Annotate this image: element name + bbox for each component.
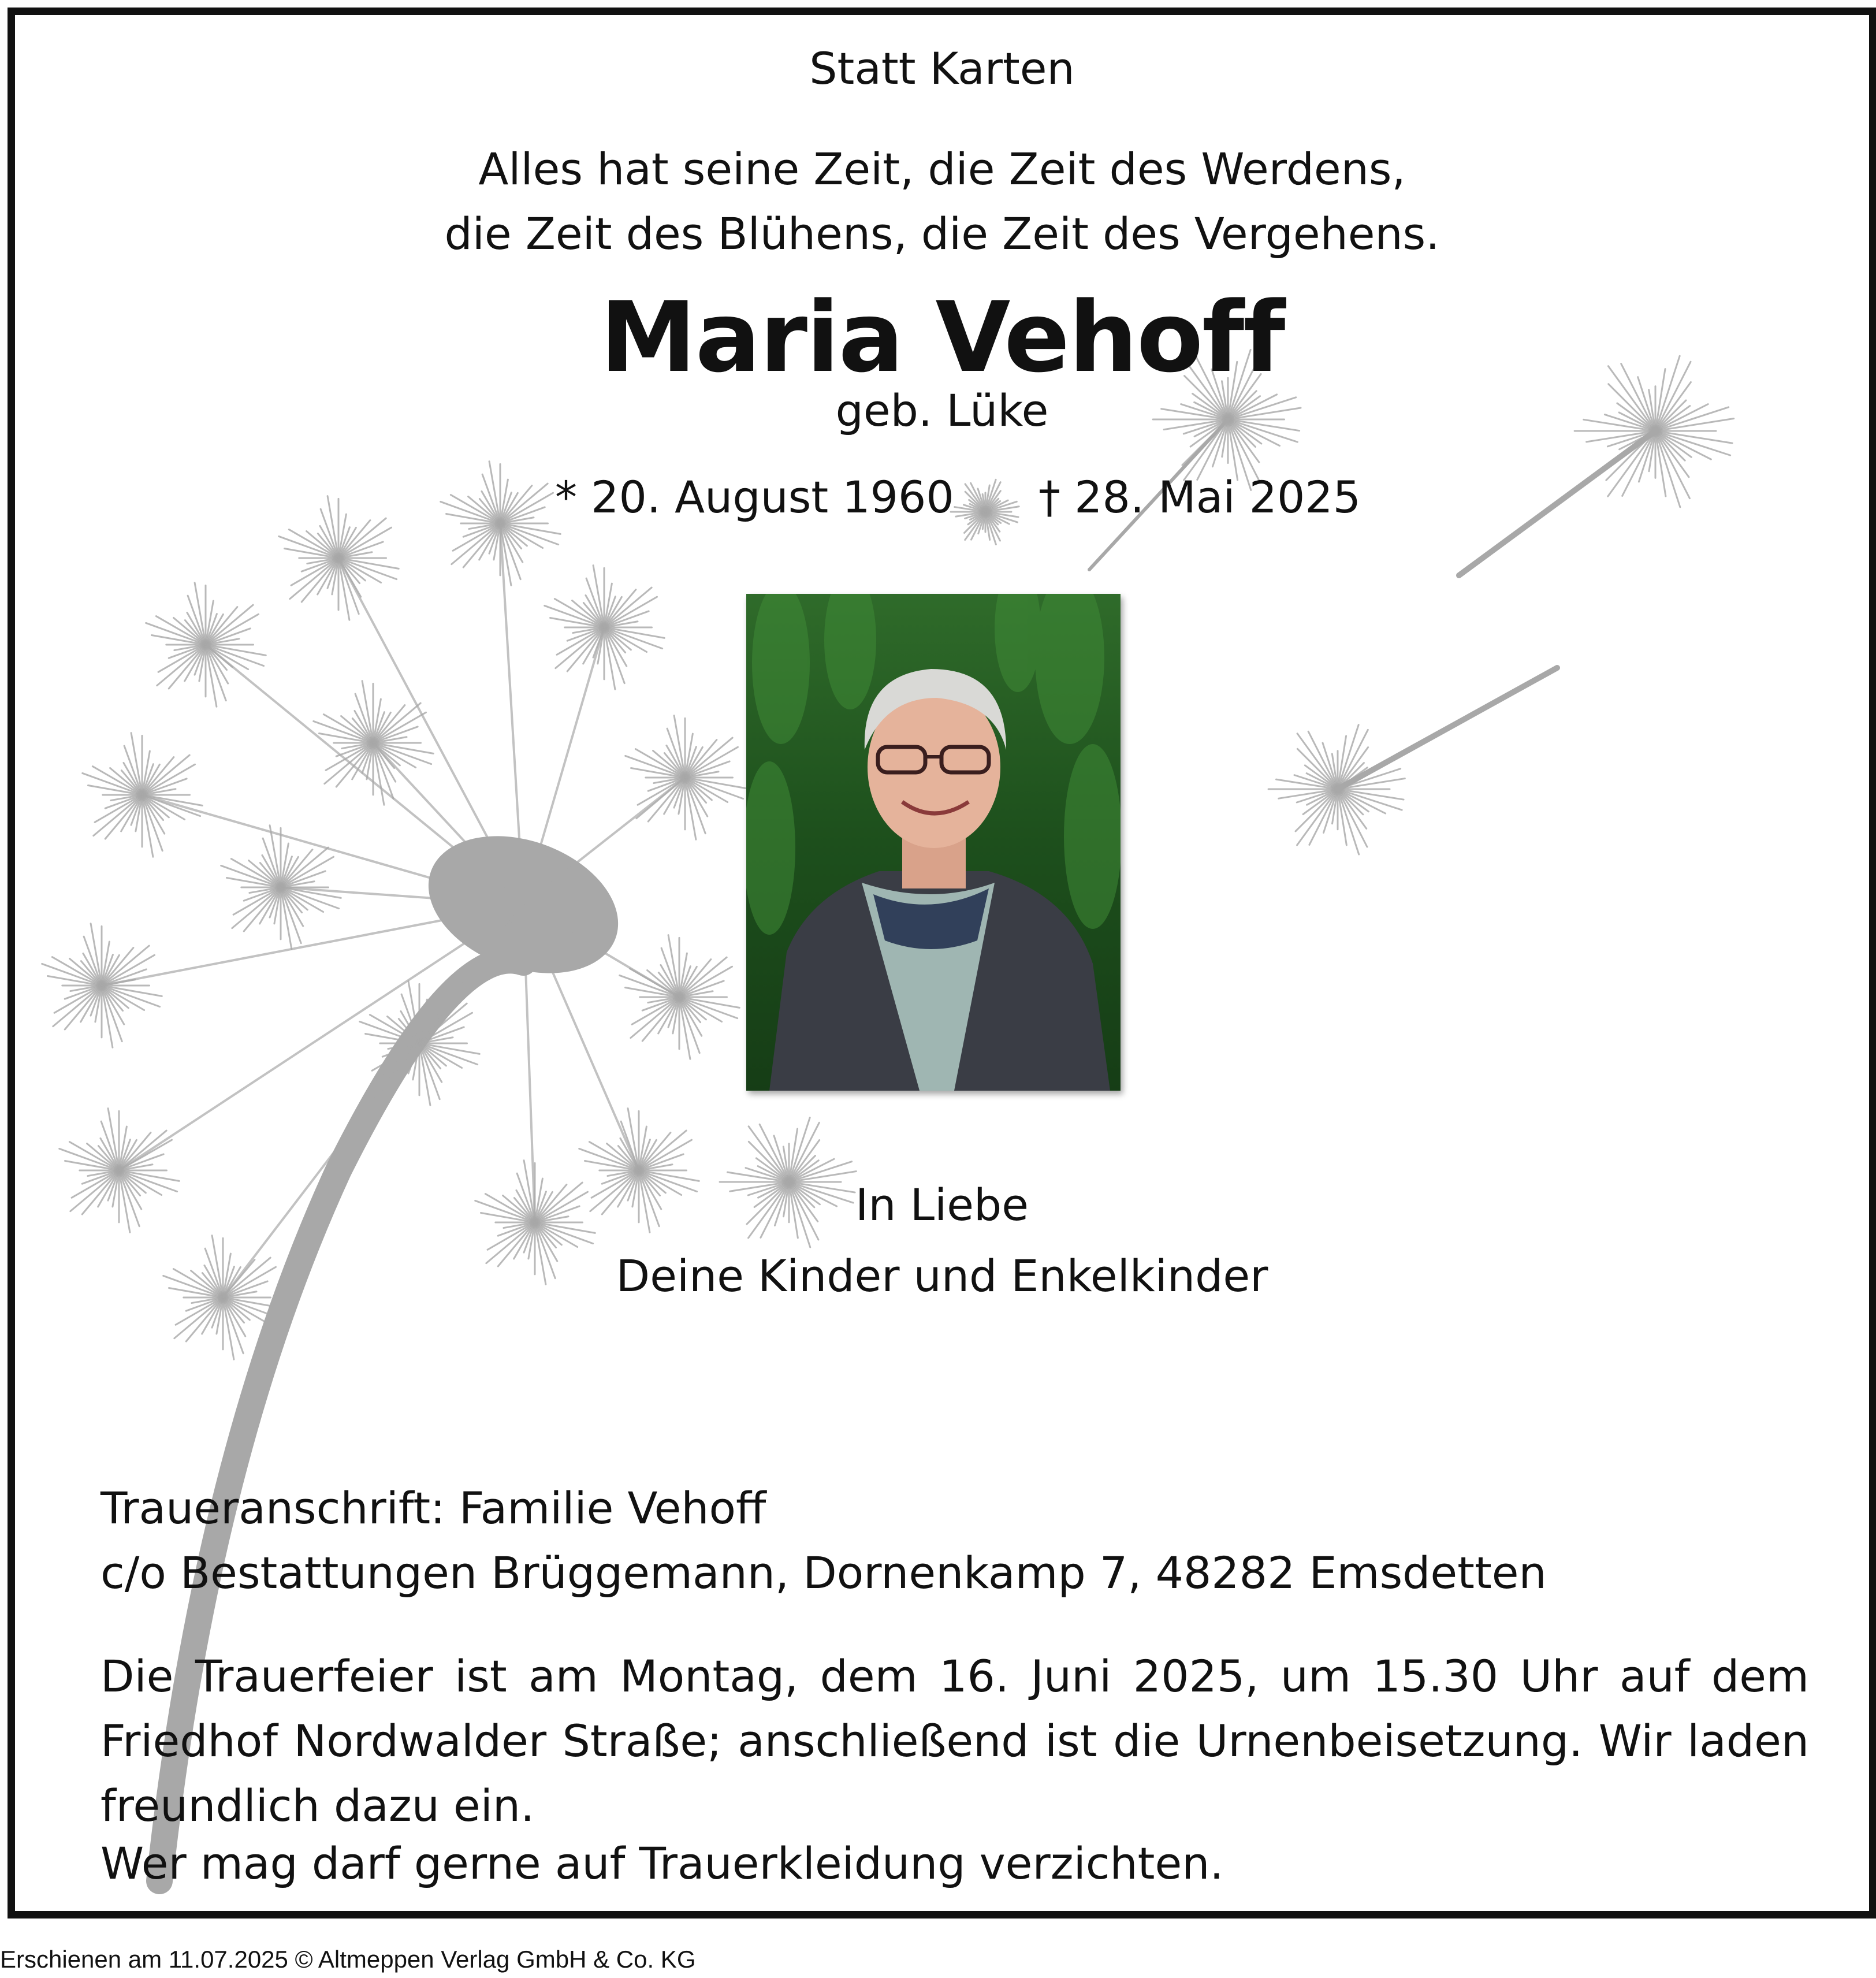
mourners-family: Deine Kinder und Enkelkinder — [616, 1250, 1268, 1302]
obituary-card — [8, 8, 1876, 1918]
deceased-name: Maria Vehoff — [600, 281, 1285, 394]
ceremony-notice — [100, 1644, 1809, 1838]
statt-karten: Statt Karten — [809, 43, 1075, 94]
ceremony-text: Die Trauerfeier ist am Montag, dem 16. Juni 2025, um 15.30 Uhr auf dem Friedhof Nordwalder Straße; anschließend ist die Urnenbeisetzung. Wir laden freundlich dazu ein. — [100, 1650, 1809, 1831]
in-liebe: In Liebe — [855, 1179, 1029, 1230]
death-date: † 28. Mai 2025 — [1038, 471, 1361, 523]
verse-line-1: Alles hat seine Zeit, die Zeit des Werdens, — [478, 143, 1406, 195]
publication-footer: Erschienen am 11.07.2025 © Altmeppen Verlag GmbH & Co. KG — [0, 1946, 696, 1973]
portrait-photo — [746, 594, 1121, 1091]
birth-name: geb. Lüke — [835, 385, 1049, 436]
mourning-address-line-1: Traueranschrift: Familie Vehoff — [100, 1482, 766, 1534]
verse-line-2: die Zeit des Blühens, die Zeit des Vergehens. — [444, 208, 1440, 259]
mourning-address-line-2: c/o Bestattungen Brüggemann, Dornenkamp 7, 48282 Emsdetten — [100, 1547, 1547, 1598]
dress-code-note: Wer mag darf gerne auf Trauerkleidung verzichten. — [100, 1838, 1224, 1889]
birth-date: * 20. August 1960 — [555, 471, 954, 523]
